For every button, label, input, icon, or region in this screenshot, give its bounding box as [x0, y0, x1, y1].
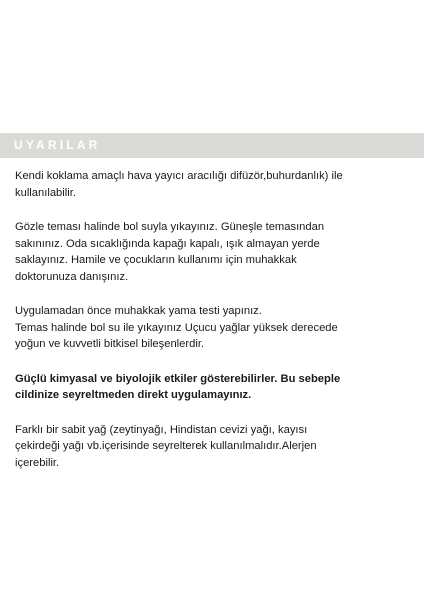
usage-paragraph: Kendi koklama amaçlı hava yayıcı aracılığı difüzör,buhurdanlık) ile kullanılabilir.	[15, 170, 343, 199]
eye-contact-paragraph: Gözle teması halinde bol suyla yıkayınız. Güneşle temasından sakınınız. Oda sıcaklığında kapağı kapalı, ışık almayan yerde saklayınız. Hamile ve çocukların kullanımı için muhakkak doktorunuza danışınız.	[15, 221, 325, 283]
patch-test-paragraph: Uygulamadan önce muhakkak yama testi yapınız. Temas halinde bol su ile yıkayınız Uçucu yağlar yüksek derecede yoğun ve kuvvetli bitkisel bileşenlerdir.	[15, 305, 338, 350]
warnings-header-bar	[0, 133, 424, 158]
strong-effects-paragraph: Güçlü kimyasal ve biyolojik etkiler gösterebilirler. Bu sebeple cildinize seyreltmeden direkt uygulamayınız.	[15, 372, 341, 401]
warnings-content	[15, 168, 411, 489]
warnings-title: UYARILAR	[14, 138, 101, 152]
dilution-paragraph: Farklı bir sabit yağ (zeytinyağı, Hindistan cevizi yağı, kayısı çekirdeği yağı vb.içerisinde seyrelterek kullanılmalıdır.Alerjen içerebilir.	[15, 423, 317, 469]
